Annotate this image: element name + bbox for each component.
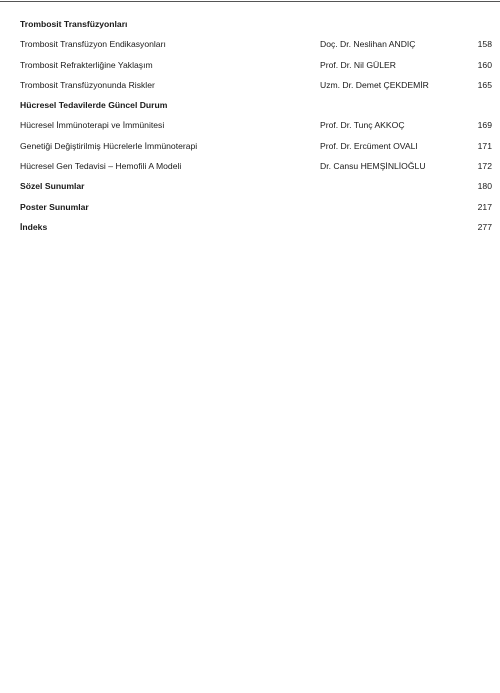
toc-entry-title: Hücresel İmmünoterapi ve İmmünitesi <box>20 120 165 131</box>
toc-entry-author: Dr. Cansu HEMŞİNLİOĞLU <box>320 161 426 172</box>
top-rule <box>0 1 500 2</box>
toc-heading-title: Hücresel Tedavilerde Güncel Durum <box>20 100 168 111</box>
toc-entry[interactable] <box>20 136 492 156</box>
toc-entry-title: Trombosit Transfüzyonunda Riskler <box>20 79 155 90</box>
toc-heading-title: Trombosit Transfüzyonları <box>20 19 128 29</box>
toc-heading-title: İndeks <box>20 221 48 232</box>
toc-entry-page: 165 <box>477 79 492 90</box>
toc-entry-page: 158 <box>477 39 492 50</box>
toc-section-heading[interactable] <box>20 197 492 217</box>
toc-entry[interactable] <box>20 156 492 176</box>
toc-entry[interactable] <box>20 55 492 75</box>
toc-entry-title: Genetiği Değiştirilmiş Hücrelerle İmmünoterapi <box>20 140 198 151</box>
toc-entry-page: 172 <box>477 161 492 172</box>
toc-entry-page: 160 <box>477 59 492 70</box>
toc-heading-page: 180 <box>477 181 492 192</box>
table-of-contents <box>20 14 492 237</box>
toc-entry-title: Trombosit Refrakterliğine Yaklaşım <box>20 59 153 70</box>
toc-section-heading <box>20 95 492 115</box>
toc-section-heading <box>20 14 492 34</box>
toc-entry-page: 171 <box>477 140 492 151</box>
toc-entry-author: Prof. Dr. Tunç AKKOÇ <box>320 120 405 131</box>
toc-entry-author: Prof. Dr. Nil GÜLER <box>320 59 396 70</box>
toc-entry[interactable] <box>20 75 492 95</box>
toc-heading-title: Sözel Sunumlar <box>20 181 85 192</box>
toc-entry-author: Uzm. Dr. Demet ÇEKDEMİR <box>320 79 429 90</box>
toc-heading-title: Poster Sunumlar <box>20 201 89 212</box>
toc-entry-title: Hücresel Gen Tedavisi – Hemofili A Modeli <box>20 161 182 172</box>
toc-section-heading[interactable] <box>20 176 492 196</box>
toc-heading-page: 277 <box>477 221 492 232</box>
toc-entry-title: Trombosit Transfüzyon Endikasyonları <box>20 39 166 50</box>
toc-entry-page: 169 <box>477 120 492 131</box>
toc-heading-page: 217 <box>477 201 492 212</box>
toc-entry[interactable] <box>20 115 492 135</box>
toc-entry-author: Doç. Dr. Neslihan ANDIÇ <box>320 39 416 50</box>
toc-entry[interactable] <box>20 34 492 54</box>
toc-section-heading[interactable] <box>20 217 492 237</box>
toc-entry-author: Prof. Dr. Ercüment OVALI <box>320 140 418 151</box>
